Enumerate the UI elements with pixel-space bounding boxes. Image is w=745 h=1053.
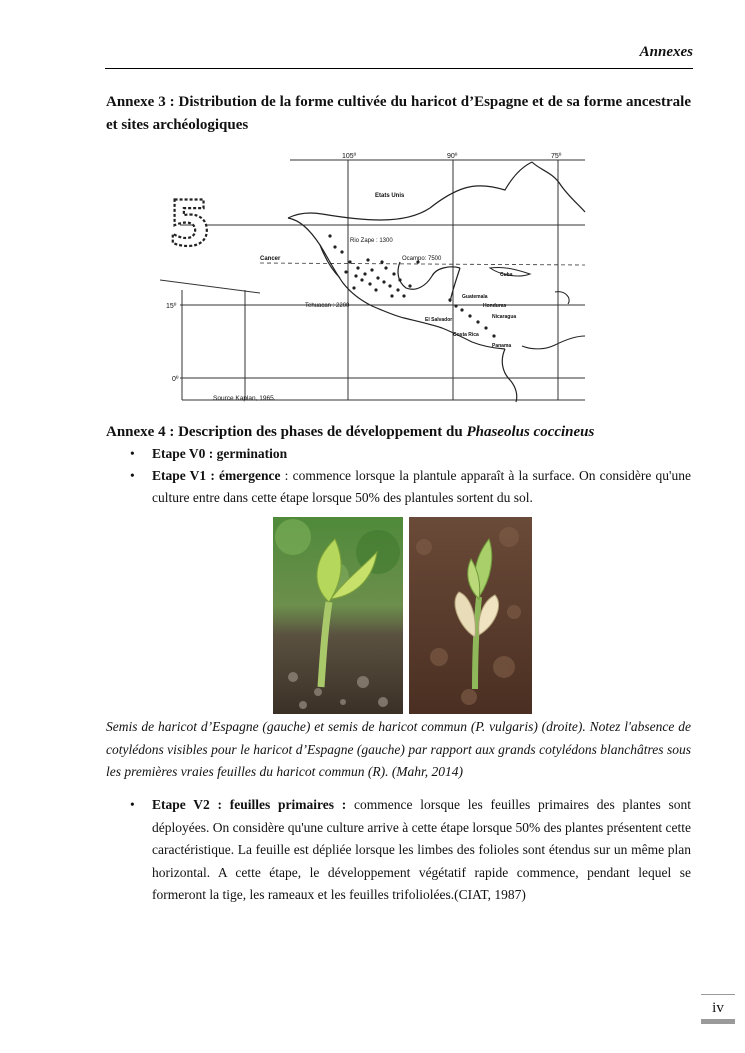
stage-list-v0-v1: [128, 443, 691, 509]
lat-label-0: 0º: [172, 376, 179, 383]
stage-v2-item: [128, 794, 691, 907]
figure-number-mark: 5: [168, 187, 212, 260]
label-nicaragua: Nicaragua: [492, 314, 517, 320]
stage-v1-label: Etape V1 : émergence: [152, 468, 281, 483]
stage-v0-item: [128, 443, 691, 465]
map-source: Source Kaplan, 1965.: [213, 395, 276, 402]
site-dots: [328, 234, 495, 337]
stage-v2-text: commence lorsque les feuilles primaires des plantes sont déployées. On considère qu'une culture arrive à cette étape lorsque 50% des plantes présentent cette caractéristique. La feuille est dépliée lorsque les limbes des folioles sont étendus sur un même plan horizontal. A cette étape, le développement végétatif rapide commence, pendant lequel se formeront la tige, les rameaux et les feuilles trifoliolées.(CIAT, 1987): [152, 797, 692, 902]
page-number-bar: [701, 1019, 735, 1024]
common-bean-seedling-photo: [409, 517, 532, 714]
page-header-title: Annexes: [639, 44, 693, 60]
header-rule: [105, 68, 693, 69]
label-cuba: Cuba: [500, 272, 513, 278]
annex4-title-species: Phaseolus coccineus: [466, 424, 595, 440]
label-honduras: Honduras: [483, 303, 507, 309]
caribbean-islands: [555, 292, 569, 304]
stage-v1-item: [128, 465, 691, 509]
long-label-90: 90º: [447, 153, 458, 160]
label-rio-zape: Rio Zape : 1300: [350, 238, 393, 244]
coastline: [288, 162, 585, 402]
distribution-map: [160, 150, 590, 405]
tropic-of-cancer-line: [260, 263, 585, 265]
label-costa-rica: Costa Rica: [453, 332, 479, 338]
label-cancer: Cancer: [260, 256, 281, 262]
stage-v2-label: Etape V2 : feuilles primaires :: [152, 797, 347, 812]
south-america-coast: [522, 336, 585, 349]
label-panama: Panama: [492, 343, 512, 349]
map-grid: [160, 160, 585, 400]
annex4-title: [106, 421, 691, 444]
photo-caption: Semis de haricot d’Espagne (gauche) et semis de haricot commun (P. vulgaris) (droite). Notez l'absence de cotylédons visibles pour le haricot d’Espagne (gauche) par rapport aux grands cotylédons blanchâtres sous les premières vraies feuilles du haricot commun (R). (Mahr, 2014): [106, 719, 691, 779]
stage-v1-text: : commence lorsque la plantule apparaît à la surface. On considère qu'une culture entre dans cette étape lorsque 50% des plantules sortent du sol.: [152, 468, 691, 505]
annex3-title: Annexe 3 : Distribution de la forme cultivée du haricot d’Espagne et de sa forme ancestrale et sites archéologiques: [106, 94, 691, 133]
page-number: iv: [701, 994, 735, 1021]
runner-bean-seedling-photo: [273, 517, 403, 714]
long-label-105: 105º: [342, 153, 357, 160]
lat-label-15: 15º: [166, 303, 177, 310]
stage-list-v2: [128, 794, 691, 907]
label-el-salvador: El Salvador: [425, 317, 453, 323]
stage-v0-label: Etape V0 : germination: [152, 446, 288, 461]
annex4-title-prefix: Annexe 4 : Description des phases de développement du: [106, 424, 467, 440]
long-label-75: 75º: [551, 153, 562, 160]
label-ocampo: Ocampo: 7500: [402, 256, 442, 262]
label-usa: Etats Unis: [375, 193, 405, 199]
label-guatemala: Guatemala: [462, 294, 488, 300]
label-tehuacan: Tehuacan : 2200: [305, 303, 350, 309]
